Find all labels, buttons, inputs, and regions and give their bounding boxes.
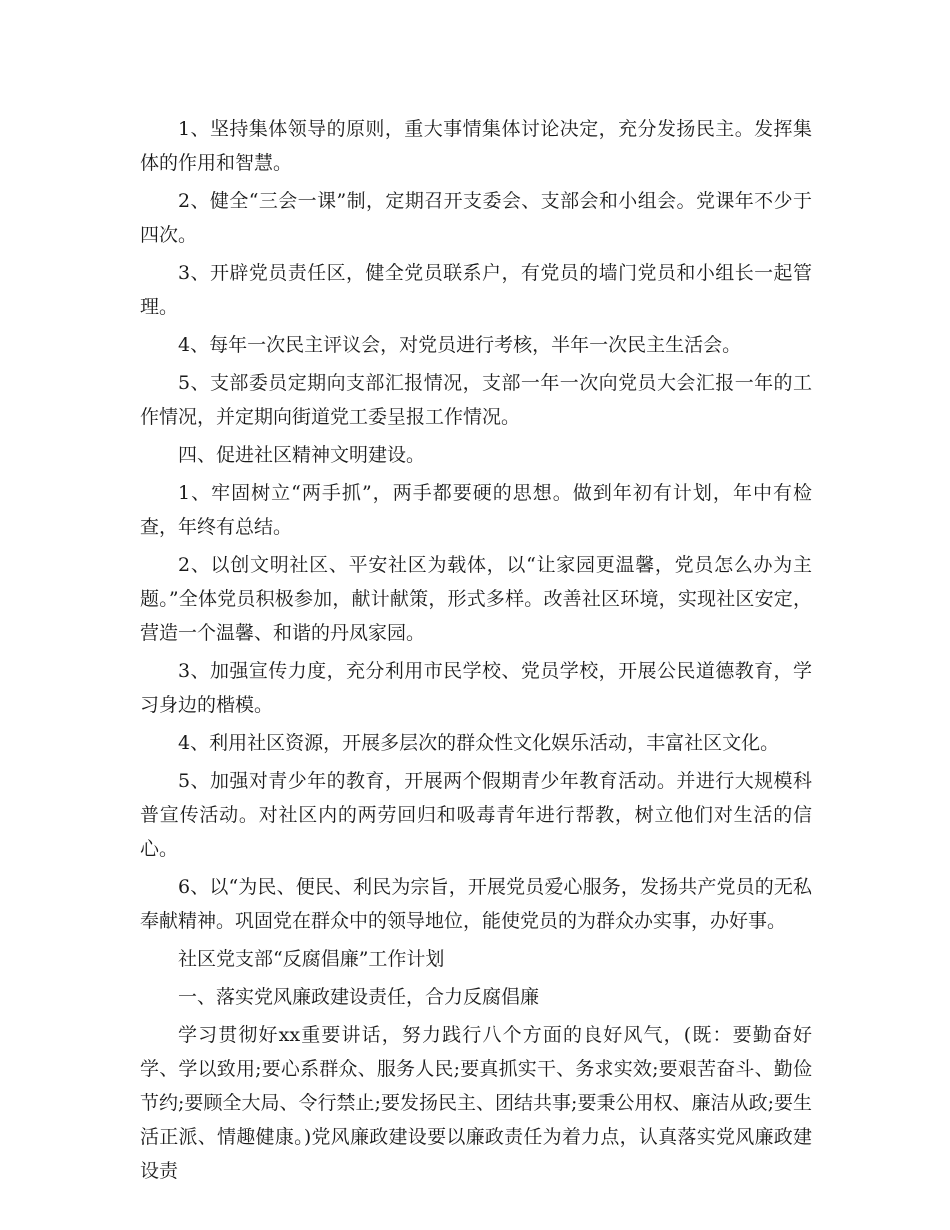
paragraph: 4、每年一次民主评议会，对党员进行考核，半年一次民主生活会。 (178, 334, 742, 356)
paragraph: 6、以“为民、便民、利民为宗旨，开展党员爱心服务，发扬共产党员的无私奉献精神。巩固党在群众中的领导地位，能使党员的为群众办实事，办好事。 (140, 876, 812, 932)
paragraph: 1、坚持集体领导的原则，重大事情集体讨论决定，充分发扬民主。发挥集体的作用和智慧。 (140, 118, 812, 174)
section-heading: 一、落实党风廉政建设责任，合力反腐倡廉 (178, 986, 540, 1008)
document-body (140, 112, 812, 1192)
paragraph: 3、开辟党员责任区，健全党员联系户，有党员的墙门党员和小组长一起管理。 (140, 262, 812, 318)
paragraph: 2、以创文明社区、平安社区为载体，以“让家园更温馨，党员怎么办为主题。”全体党员积极参加，献计献策，形式多样。改善社区环境，实现社区安定，营造一个温馨、和谐的丹凤家园。 (140, 554, 812, 644)
paragraph: 2、健全“三会一课”制，定期召开支委会、支部会和小组会。党课年不少于四次。 (140, 190, 812, 246)
paragraph: 3、加强宣传力度，充分利用市民学校、党员学校，开展公民道德教育，学习身边的楷模。 (140, 660, 812, 716)
document-title: 社区党支部“反腐倡廉”工作计划 (178, 948, 445, 970)
paragraph: 4、利用社区资源，开展多层次的群众性文化娱乐活动，丰富社区文化。 (178, 732, 780, 754)
paragraph: 1、牢固树立“两手抓”，两手都要硬的思想。做到年初有计划，年中有检查，年终有总结。 (140, 482, 812, 538)
paragraph: 5、支部委员定期向支部汇报情况，支部一年一次向党员大会汇报一年的工作情况，并定期向街道党工委呈报工作情况。 (140, 372, 812, 428)
paragraph: 5、加强对青少年的教育，开展两个假期青少年教育活动。并进行大规模科普宣传活动。对社区内的两劳回归和吸毒青年进行帮教，树立他们对生活的信心。 (140, 770, 812, 860)
paragraph: 学习贯彻好xx重要讲话，努力践行八个方面的良好风气，(既：要勤奋好学、学以致用;要心系群众、服务人民;要真抓实干、务求实效;要艰苦奋斗、勤俭节约;要顾全大局、令行禁止;要发扬民主、团结共事;要秉公用权、廉洁从政;要生活正派、情趣健康。)党风廉政建设要以廉政责任为着力点，认真落实党风廉政建设责 (140, 1024, 812, 1182)
section-heading: 四、促进社区精神文明建设。 (178, 444, 426, 466)
